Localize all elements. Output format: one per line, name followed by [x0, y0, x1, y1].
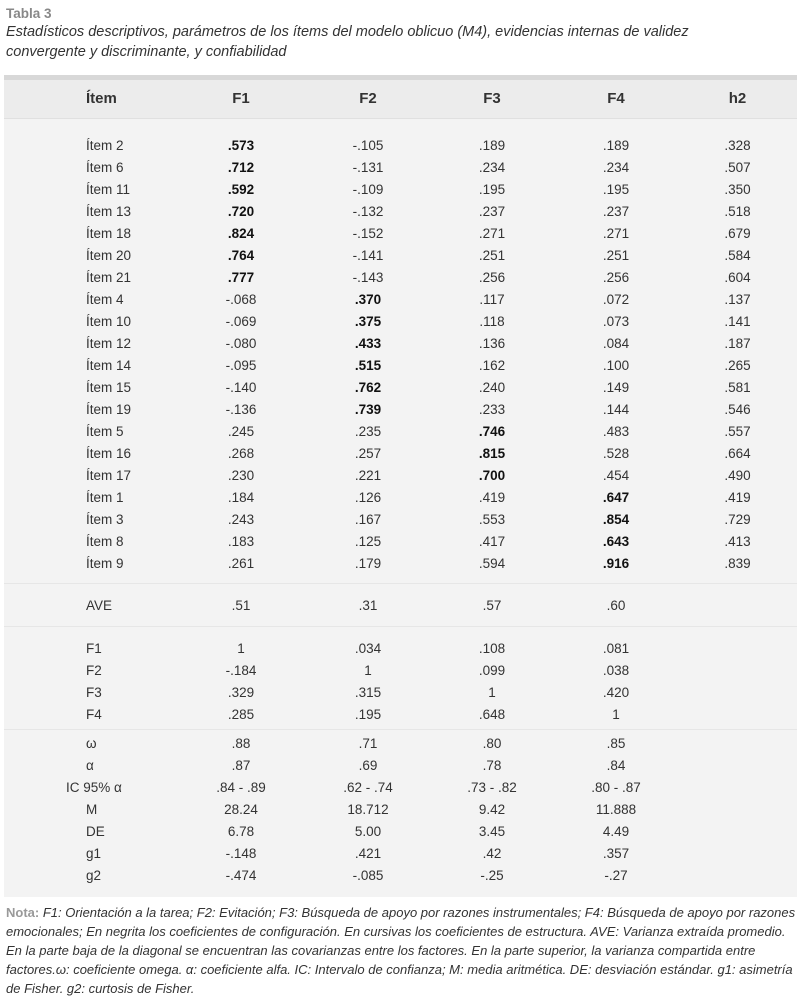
- item-label: Ítem 17: [86, 467, 132, 483]
- corr-value: .038: [602, 662, 630, 678]
- item-value: .647: [602, 489, 630, 505]
- corr-value: 1: [612, 706, 620, 722]
- data-table-container: [4, 75, 797, 897]
- item-value: .679: [724, 225, 751, 241]
- item-label: Ítem 18: [86, 225, 132, 241]
- stat-value: -.085: [352, 867, 384, 883]
- item-label: Ítem 19: [86, 401, 132, 417]
- item-value: -.105: [352, 137, 384, 153]
- corr-row: [4, 660, 797, 682]
- item-value: .271: [478, 225, 506, 241]
- corr-value: .315: [354, 684, 382, 700]
- item-value: .700: [478, 467, 506, 483]
- corr-label: F1: [86, 640, 102, 656]
- stat-empty: [678, 799, 797, 821]
- item-value: -.136: [225, 401, 257, 417]
- item-value: .084: [602, 335, 630, 351]
- item-value: .454: [602, 467, 630, 483]
- item-value: .234: [478, 159, 506, 175]
- table-row: [4, 245, 797, 267]
- corr-value: -.184: [225, 662, 257, 678]
- corr-row: [4, 704, 797, 726]
- table-row: [4, 421, 797, 443]
- item-label: Ítem 6: [86, 159, 124, 175]
- stat-value: .421: [354, 845, 382, 861]
- item-value: .824: [227, 225, 255, 241]
- stat-value: .71: [358, 735, 378, 751]
- row-spacer: [4, 617, 797, 627]
- item-value: .483: [602, 423, 630, 439]
- item-label: Ítem 10: [86, 313, 132, 329]
- table-header-row: [4, 80, 797, 118]
- corr-value: 1: [364, 662, 372, 678]
- item-label: Ítem 11: [86, 181, 131, 197]
- item-label: Ítem 13: [86, 203, 132, 219]
- stat-value: 18.712: [347, 801, 389, 817]
- stat-value: 11.888: [595, 801, 637, 817]
- table-label: Tabla 3: [6, 6, 52, 21]
- item-value: .261: [227, 555, 255, 571]
- table-title: [6, 22, 796, 62]
- item-value: -.132: [352, 203, 384, 219]
- item-value: .237: [478, 203, 506, 219]
- item-value: .245: [227, 423, 255, 439]
- stat-empty: [678, 755, 797, 777]
- corr-value: 1: [237, 640, 245, 656]
- row-spacer: [4, 887, 797, 897]
- stat-value: -.27: [604, 867, 628, 883]
- item-value: .854: [602, 511, 630, 527]
- row-spacer: [4, 575, 797, 584]
- item-value: .117: [479, 291, 505, 307]
- row-spacer: [4, 118, 797, 135]
- stat-label: IC 95% α: [66, 779, 122, 795]
- item-value: .237: [602, 203, 630, 219]
- item-value: .433: [354, 335, 382, 351]
- table-row: [4, 399, 797, 421]
- table-caption: [0, 0, 802, 62]
- item-value: -.080: [225, 335, 257, 351]
- item-value: .230: [227, 467, 255, 483]
- item-value: .584: [724, 247, 751, 263]
- table-row: [4, 223, 797, 245]
- spacer-cell: [4, 118, 797, 135]
- item-value: .195: [602, 181, 630, 197]
- item-value: -.068: [225, 291, 257, 307]
- table-row: [4, 531, 797, 553]
- item-value: .118: [479, 313, 505, 329]
- stat-value: .84 - .89: [216, 779, 266, 795]
- item-value: -.069: [225, 313, 257, 329]
- ave-value: .31: [358, 597, 378, 613]
- item-value: -.143: [352, 269, 384, 285]
- header-f2: F2: [306, 80, 430, 118]
- ave-label: AVE: [86, 597, 113, 613]
- item-label: Ítem 4: [86, 291, 124, 307]
- stat-value: .80: [482, 735, 502, 751]
- stat-value: 4.49: [602, 823, 630, 839]
- item-value: .179: [354, 555, 382, 571]
- item-label: Ítem 9: [86, 555, 124, 571]
- spacer-cell: [4, 617, 797, 627]
- item-value: .251: [602, 247, 630, 263]
- item-value: .712: [227, 159, 255, 175]
- item-value: .490: [724, 467, 751, 483]
- stat-empty: [678, 733, 797, 755]
- item-value: .720: [227, 203, 255, 219]
- item-label: Ítem 8: [86, 533, 124, 549]
- corr-label: F2: [86, 662, 102, 678]
- stat-value: .78: [482, 757, 502, 773]
- item-value: .764: [227, 247, 255, 263]
- item-value: .167: [354, 511, 382, 527]
- item-value: .162: [478, 357, 506, 373]
- stat-label: M: [86, 801, 98, 817]
- corr-row: [4, 682, 797, 704]
- item-value: .268: [227, 445, 255, 461]
- item-value: .256: [478, 269, 506, 285]
- stat-value: .42: [482, 845, 502, 861]
- stat-value: .69: [358, 757, 378, 773]
- stat-value: 5.00: [354, 823, 382, 839]
- item-value: -.152: [352, 225, 384, 241]
- item-value: .073: [602, 313, 630, 329]
- item-value: -.141: [352, 247, 384, 263]
- item-value: .419: [724, 489, 751, 505]
- stat-value: .88: [231, 735, 251, 751]
- item-label: Ítem 21: [86, 269, 132, 285]
- item-value: .265: [724, 357, 751, 373]
- table-row: [4, 487, 797, 509]
- ave-value: .60: [606, 597, 626, 613]
- item-label: Ítem 14: [86, 357, 132, 373]
- corr-label: F4: [86, 706, 102, 722]
- item-value: .553: [478, 511, 506, 527]
- item-value: .256: [602, 269, 630, 285]
- table-row: [4, 509, 797, 531]
- ave-empty: [678, 595, 797, 617]
- spacer-cell: [4, 887, 797, 897]
- stat-value: -.148: [225, 845, 257, 861]
- stat-empty: [678, 821, 797, 843]
- stat-value: .62 - .74: [343, 779, 393, 795]
- item-value: .518: [724, 203, 751, 219]
- item-value: -.140: [225, 379, 257, 395]
- stat-row: [4, 733, 797, 755]
- item-value: .515: [354, 357, 382, 373]
- item-value: .126: [354, 489, 382, 505]
- item-value: .375: [354, 313, 382, 329]
- stat-label: DE: [86, 823, 105, 839]
- item-value: .664: [724, 445, 751, 461]
- corr-value: .195: [354, 706, 382, 722]
- stat-label: α: [86, 757, 94, 773]
- table-row: [4, 465, 797, 487]
- header-f1: F1: [176, 80, 306, 118]
- item-value: .739: [354, 401, 382, 417]
- item-value: .350: [724, 181, 751, 197]
- stat-empty: [678, 843, 797, 865]
- corr-empty: [678, 660, 797, 682]
- stat-value: 6.78: [227, 823, 255, 839]
- item-label: Ítem 2: [86, 137, 124, 153]
- item-value: .234: [602, 159, 630, 175]
- table-note: [0, 897, 802, 998]
- table-row: [4, 201, 797, 223]
- stat-empty: [678, 777, 797, 799]
- item-value: .839: [724, 555, 751, 571]
- table-title-line-2: convergente y discriminante, y confiabilidad: [6, 44, 287, 60]
- table-row: [4, 179, 797, 201]
- item-value: .573: [227, 137, 255, 153]
- stat-row: [4, 843, 797, 865]
- stat-label: g1: [86, 845, 102, 861]
- item-value: .100: [602, 357, 630, 373]
- item-label: Ítem 16: [86, 445, 132, 461]
- item-value: -.109: [352, 181, 384, 197]
- item-value: .604: [724, 269, 751, 285]
- table-title-line-1: Estadísticos descriptivos, parámetros de los ítems del modelo oblicuo (M4), evidencias internas de validez: [6, 24, 689, 40]
- stat-row: [4, 865, 797, 887]
- item-value: .144: [602, 401, 630, 417]
- stat-empty: [678, 865, 797, 887]
- spacer-cell: [4, 575, 797, 584]
- item-value: .221: [354, 467, 382, 483]
- item-value: .507: [724, 159, 751, 175]
- stat-value: .87: [231, 757, 251, 773]
- item-value: .592: [227, 181, 255, 197]
- corr-value: .099: [478, 662, 506, 678]
- table-row: [4, 553, 797, 575]
- ave-value: .57: [482, 597, 502, 613]
- table-row: [4, 135, 797, 157]
- item-value: .187: [724, 335, 751, 351]
- spacer-cell: [4, 584, 797, 595]
- item-value: .235: [354, 423, 382, 439]
- stat-label: g2: [86, 867, 102, 883]
- item-value: .195: [478, 181, 506, 197]
- table-row: [4, 157, 797, 179]
- item-label: Ítem 3: [86, 511, 124, 527]
- header-item: Ítem: [4, 80, 176, 118]
- stat-value: .73 - .82: [467, 779, 517, 795]
- item-value: .125: [354, 533, 382, 549]
- ave-value: .51: [231, 597, 251, 613]
- item-value: .557: [724, 423, 751, 439]
- stat-value: .84: [606, 757, 626, 773]
- item-value: .729: [724, 511, 751, 527]
- corr-row: [4, 638, 797, 660]
- stat-row: [4, 755, 797, 777]
- corr-value: 1: [488, 684, 496, 700]
- corr-empty: [678, 704, 797, 726]
- stat-row: [4, 777, 797, 799]
- item-label: Ítem 12: [86, 335, 132, 351]
- table-row: [4, 355, 797, 377]
- item-value: .546: [724, 401, 751, 417]
- item-value: .417: [478, 533, 506, 549]
- row-spacer: [4, 584, 797, 595]
- item-value: .815: [478, 445, 506, 461]
- table-row: [4, 289, 797, 311]
- corr-value: .108: [478, 640, 506, 656]
- item-value: .594: [478, 555, 506, 571]
- item-value: .581: [724, 379, 751, 395]
- stat-value: .357: [602, 845, 630, 861]
- item-value: .777: [227, 269, 255, 285]
- corr-value: .420: [602, 684, 630, 700]
- item-value: .271: [602, 225, 630, 241]
- stat-value: -.474: [225, 867, 257, 883]
- corr-value: .034: [354, 640, 382, 656]
- table-row: [4, 267, 797, 289]
- item-value: .136: [478, 335, 506, 351]
- item-value: .251: [478, 247, 506, 263]
- item-value: .643: [602, 533, 630, 549]
- item-label: Ítem 5: [86, 423, 124, 439]
- item-value: .072: [602, 291, 630, 307]
- item-value: .762: [354, 379, 382, 395]
- item-value: .328: [724, 137, 751, 153]
- item-value: .419: [478, 489, 506, 505]
- ave-row: [4, 595, 797, 617]
- item-label: Ítem 20: [86, 247, 132, 263]
- item-value: .189: [602, 137, 630, 153]
- item-label: Ítem 1: [86, 489, 124, 505]
- item-value: .183: [227, 533, 255, 549]
- item-value: -.095: [225, 357, 257, 373]
- header-f3: F3: [430, 80, 554, 118]
- item-label: Ítem 15: [86, 379, 132, 395]
- corr-empty: [678, 638, 797, 660]
- item-value: .240: [478, 379, 506, 395]
- data-table: [4, 80, 797, 897]
- header-h2: h2: [678, 80, 797, 118]
- table-row: [4, 377, 797, 399]
- item-value: .746: [478, 423, 506, 439]
- item-value: .184: [227, 489, 255, 505]
- item-value: .257: [354, 445, 382, 461]
- stat-value: .80 - .87: [591, 779, 641, 795]
- stat-value: 3.45: [478, 823, 506, 839]
- row-spacer: [4, 627, 797, 638]
- item-value: .413: [724, 533, 751, 549]
- stat-value: 9.42: [478, 801, 506, 817]
- corr-value: .081: [602, 640, 630, 656]
- stat-value: -.25: [480, 867, 504, 883]
- item-value: .243: [227, 511, 255, 527]
- note-label: Nota:: [6, 904, 40, 920]
- item-value: .149: [602, 379, 630, 395]
- item-value: .528: [602, 445, 630, 461]
- note-text: F1: Orientación a la tarea; F2: Evitación; F3: Búsqueda de apoyo por razones instrumentales; F4: Búsqueda de apoyo por razones emocionales; En negrita los coeficientes de configuración. En cursivas los coeficientes de estructura. AVE: Varianza extraída promedio. En la parte baja de la diagonal se encuentran las covarianzas entre los factores. En la parte superior, la varianza compartida entre factores.ω: coeficiente omega. α: coeficiente alfa. IC: Intervalo de confianza; M: media aritmética. DE: desviación estándar. g1: asimetría de Fisher. g2: curtosis de Fisher.: [6, 904, 796, 996]
- corr-label: F3: [86, 684, 102, 700]
- corr-value: .285: [227, 706, 255, 722]
- item-value: .189: [478, 137, 506, 153]
- stat-value: 28.24: [224, 801, 258, 817]
- stat-row: [4, 799, 797, 821]
- stat-row: [4, 821, 797, 843]
- table-row: [4, 443, 797, 465]
- stat-value: .85: [606, 735, 626, 751]
- item-value: .916: [602, 555, 630, 571]
- stat-label: ω: [86, 735, 97, 751]
- corr-empty: [678, 682, 797, 704]
- header-f4: F4: [554, 80, 678, 118]
- table-row: [4, 311, 797, 333]
- item-value: .233: [478, 401, 506, 417]
- item-value: .141: [724, 313, 751, 329]
- table-row: [4, 333, 797, 355]
- spacer-cell: [4, 627, 797, 638]
- corr-value: .648: [478, 706, 506, 722]
- item-value: -.131: [352, 159, 384, 175]
- corr-value: .329: [227, 684, 255, 700]
- item-value: .137: [724, 291, 751, 307]
- item-value: .370: [354, 291, 382, 307]
